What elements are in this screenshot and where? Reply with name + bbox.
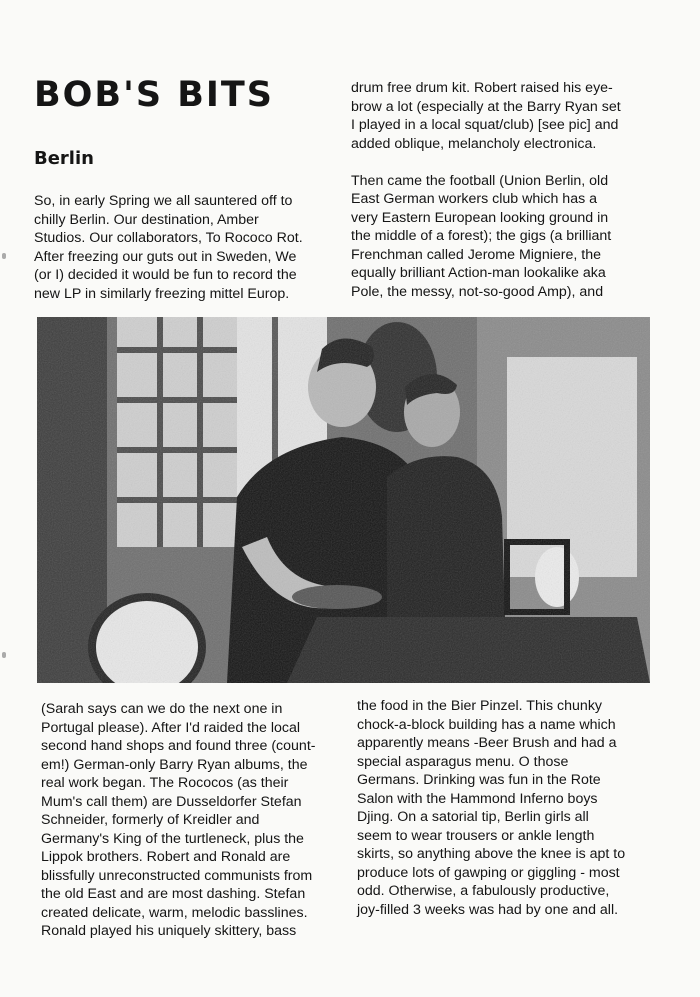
text-line: Studios. Our collaborators, To Rococo Rot.	[34, 230, 303, 246]
text-line: the food in the Bier Pinzel. This chunky	[357, 698, 603, 714]
text-line: Portugal please). After I'd raided the local	[41, 719, 301, 736]
text-line: Pole, the messy, not-so-good Amp), and	[351, 283, 604, 300]
column-bottom-right	[357, 697, 625, 919]
text-line: Schneider, formerly of Kreidler and	[41, 812, 260, 828]
text-line: brow a lot (especially at the Barry Ryan set	[351, 98, 621, 115]
column-top-right	[351, 79, 621, 301]
text-line: apparently means -Beer Brush and had a	[357, 735, 617, 751]
article-subtitle: Berlin	[34, 148, 94, 169]
margin-mark	[2, 253, 6, 259]
text-line: East German workers club which has a	[351, 191, 598, 207]
text-line: chock-a-block building has a name which	[357, 716, 616, 733]
text-line: Mum's call them) are Dusseldorfer Stefan	[41, 793, 302, 810]
text-line: equally brilliant Action-man lookalike aka	[351, 265, 606, 281]
text-line: After freezing our guts out in Sweden, We	[34, 248, 297, 265]
text-line: skirts, so anything above the knee is apt to	[357, 846, 626, 862]
text-line: chilly Berlin. Our destination, Amber	[34, 211, 259, 228]
column-top-left	[34, 192, 303, 303]
margin-mark	[2, 652, 6, 658]
column-bottom-left	[41, 700, 316, 941]
text-line: created delicate, warm, melodic basslines.	[41, 904, 308, 921]
text-line: drum free drum kit. Robert raised his eye-	[351, 80, 613, 96]
text-line: Ronald played his uniquely skittery, bass	[41, 923, 297, 939]
text-line: Djing. On a satorial tip, Berlin girls all	[357, 809, 589, 825]
text-line: Salon with the Hammond Inferno boys	[357, 790, 598, 807]
text-line: Frenchman called Jerome Migniere, the	[351, 246, 601, 263]
text-line: special asparagus menu. O those	[357, 753, 569, 770]
article-title: BOB'S BITS	[34, 75, 274, 115]
photo-illustration	[37, 317, 650, 683]
text-line: the middle of a forest); the gigs (a brilliant	[351, 228, 612, 244]
text-line: (Sarah says can we do the next one in	[41, 701, 283, 717]
text-line: Germans. Drinking was fun in the Rote	[357, 772, 601, 788]
text-line: second hand shops and found three (count-	[41, 738, 316, 754]
text-line: new LP in similarly freezing mittel Europ.	[34, 285, 290, 302]
text-line: So, in early Spring we all sauntered off to	[34, 193, 293, 209]
text-line: blissfully unreconstructed communists from	[41, 867, 313, 884]
text-line: I played in a local squat/club) [see pic] and	[351, 117, 619, 133]
text-line: Then came the football (Union Berlin, old	[351, 172, 609, 189]
text-line: produce lots of gawping or giggling - most	[357, 864, 620, 881]
text-line: em!) German-only Barry Ryan albums, the	[41, 756, 308, 773]
text-line: real work began. The Rococos (as their	[41, 775, 289, 791]
text-line: the old East and are most dashing. Stefan	[41, 886, 306, 902]
text-line: seem to wear trousers or ankle length	[357, 827, 595, 844]
text-line: Lippok brothers. Robert and Ronald are	[41, 849, 291, 865]
text-line: (or I) decided it would be fun to record the	[34, 267, 297, 283]
text-line: Germany's King of the turtleneck, plus the	[41, 830, 304, 847]
text-line	[351, 153, 621, 172]
text-line: very Eastern European looking ground in	[351, 209, 609, 226]
text-line: odd. Otherwise, a fabulously productive,	[357, 883, 610, 899]
band-photo	[37, 317, 650, 683]
text-line: joy-filled 3 weeks was had by one and all.	[357, 901, 619, 918]
text-line: added oblique, melancholy electronica.	[351, 135, 597, 152]
